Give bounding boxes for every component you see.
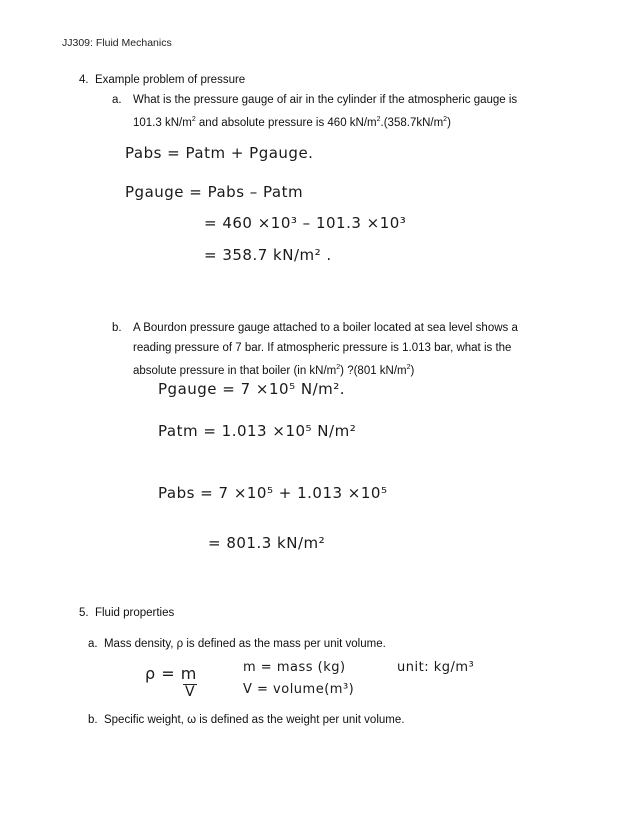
question-b-line3-pre: absolute pressure in that boiler (in kN/m bbox=[133, 364, 337, 377]
work-b-line2: Patm = 1.013 ×10⁵ N/m² bbox=[158, 422, 357, 440]
density-formula-top: ρ = m bbox=[145, 664, 197, 683]
work-b-line4: = 801.3 kN/m² bbox=[208, 534, 326, 552]
question-b-line2: reading pressure of 7 bar. If atmospheric pressure is 1.013 bar, what is the bbox=[133, 342, 512, 354]
section-5-title: 5. Fluid properties bbox=[79, 607, 175, 619]
question-a-line2-pre: 101.3 kN/m bbox=[133, 116, 192, 129]
question-b-line3-mid: ) ?(801 kN/m bbox=[340, 364, 407, 377]
question-a-line2-end: ) bbox=[447, 116, 451, 129]
density-formula-bottom: V bbox=[185, 684, 196, 700]
question-a-line2-mid2: .(358.7kN/m bbox=[380, 116, 444, 129]
question-b-label: b. bbox=[112, 322, 122, 334]
item-5b-text: b. Specific weight, ω is defined as the weight per unit volume. bbox=[88, 714, 405, 726]
work-a-line2: Pgauge = Pabs – Patm bbox=[125, 183, 304, 201]
sup-2: 2 bbox=[406, 364, 411, 371]
sup-2: 2 bbox=[443, 116, 448, 123]
question-b-line3-end: ) bbox=[410, 364, 415, 377]
question-a-line1: What is the pressure gauge of air in the cylinder if the atmospheric gauge is bbox=[133, 94, 518, 106]
item-5a-text: a. Mass density, ρ is defined as the mass per unit volume. bbox=[88, 638, 386, 650]
work-a-line3: = 460 ×10³ – 101.3 ×10³ bbox=[204, 214, 407, 232]
sup-2: 2 bbox=[191, 116, 196, 123]
sup-2: 2 bbox=[336, 364, 341, 371]
work-a-line1: Pabs = Patm + Pgauge. bbox=[125, 144, 314, 162]
density-def-mass: m = mass (kg) bbox=[243, 660, 346, 675]
question-b-line1: A Bourdon pressure gauge attached to a boiler located at sea level shows a bbox=[133, 322, 518, 334]
density-def-volume: V = volume(m³) bbox=[243, 682, 355, 697]
work-b-line1: Pgauge = 7 ×10⁵ N/m². bbox=[158, 380, 346, 398]
page-header: JJ309: Fluid Mechanics bbox=[62, 37, 172, 49]
work-a-line4: = 358.7 kN/m² . bbox=[204, 246, 332, 264]
question-b-text bbox=[133, 318, 565, 381]
question-a-text bbox=[133, 90, 565, 133]
section-4-title: 4. Example problem of pressure bbox=[79, 74, 246, 86]
work-b-line3: Pabs = 7 ×10⁵ + 1.013 ×10⁵ bbox=[158, 484, 388, 502]
question-a-line2-mid: and absolute pressure is 460 kN/m bbox=[195, 116, 377, 129]
sup-2: 2 bbox=[376, 116, 381, 123]
density-unit: unit: kg/m³ bbox=[397, 660, 475, 675]
question-a-label: a. bbox=[112, 94, 122, 106]
